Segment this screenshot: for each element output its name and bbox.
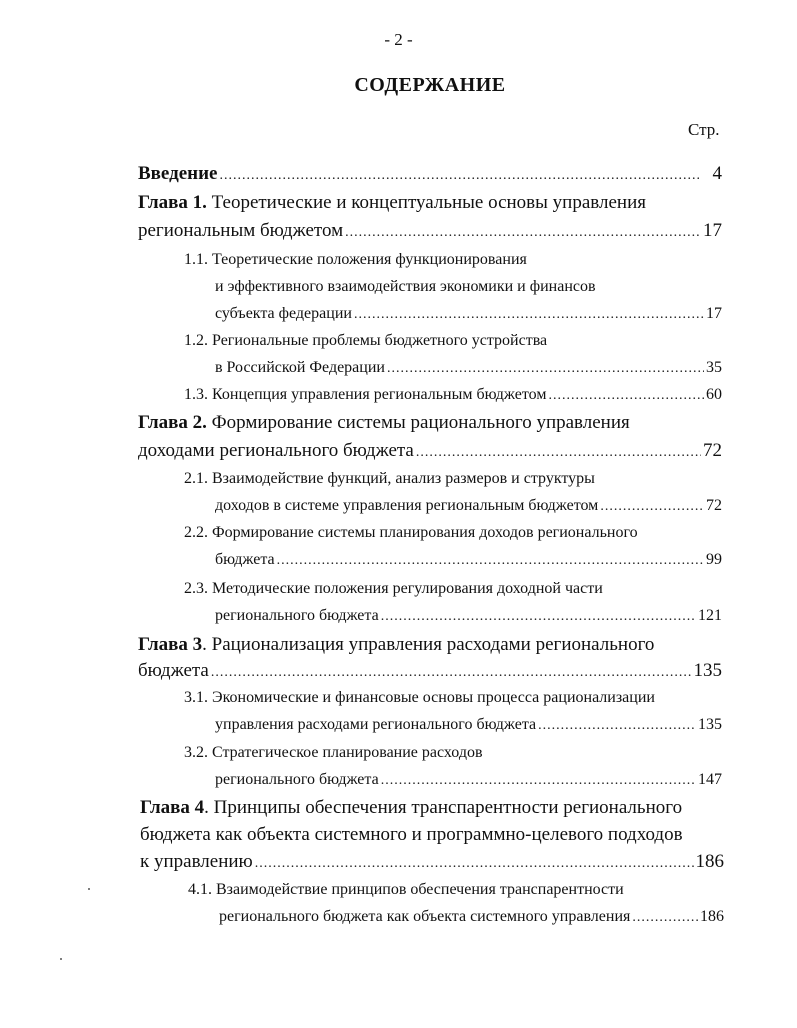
section-2-2 [184, 524, 638, 542]
chapter-3-title-end [138, 660, 722, 682]
section-4-1 [188, 881, 624, 899]
section-2-1-end [215, 497, 722, 515]
section-2-1-page: 72 [706, 497, 722, 514]
section-2-2-page: 99 [706, 551, 722, 568]
section-3-2-page: 147 [698, 771, 722, 788]
chapter-1-title-end [138, 220, 722, 242]
section-1-1-cont [215, 278, 596, 296]
section-1-2 [184, 332, 547, 350]
chapter-1-page: 17 [703, 220, 722, 241]
section-1-2-page: 35 [706, 359, 722, 376]
chapter-2-heading [138, 412, 630, 434]
dot-leader [548, 388, 704, 404]
dot-leader [416, 445, 701, 461]
dot-leader [220, 168, 699, 184]
dot-leader [538, 718, 696, 734]
dot-leader [387, 361, 704, 377]
chapter-3-title-line1: . Рационализация управления расходами регионального [202, 634, 655, 655]
section-3-1-line2: управления расходами регионального бюджета [215, 716, 537, 733]
section-4-1-line1: Взаимодействие принципов обеспечения транспарентности [216, 881, 624, 898]
chapter-2-title-line2: доходами регионального бюджета [138, 440, 414, 461]
section-2-3-number: 2.3. [184, 580, 208, 597]
chapter-4-title-end [140, 851, 724, 873]
chapter-4-title-line2: бюджета как объекта системного и программно-целевого подходов [140, 824, 683, 845]
section-1-2-line1: Региональные проблемы бюджетного устройства [212, 332, 548, 349]
section-1-3-page: 60 [706, 386, 722, 403]
chapter-4-number: Глава 4 [140, 797, 205, 818]
chapter-1-heading [138, 192, 646, 214]
section-2-1-line1: Взаимодействие функций, анализ размеров и структуры [212, 470, 595, 487]
dot-leader [381, 609, 696, 625]
section-1-1-number: 1.1. [184, 251, 208, 268]
dot-leader [632, 910, 698, 926]
dot-leader [345, 225, 701, 241]
chapter-4-title-cont [140, 824, 683, 846]
dot-leader [277, 553, 704, 569]
section-3-2-end [215, 771, 722, 789]
chapter-2-number: Глава 2. [138, 412, 207, 433]
section-4-1-end [219, 908, 724, 926]
section-3-1-number: 3.1. [184, 689, 208, 706]
section-4-1-line2: регионального бюджета как объекта системного управления [219, 908, 631, 925]
intro-label: Введение [138, 163, 218, 184]
section-1-3 [184, 386, 722, 404]
dot-leader [600, 499, 704, 515]
chapter-2-title-end [138, 440, 722, 462]
section-2-1-line2: доходов в системе управления региональным бюджетом [215, 497, 599, 514]
section-3-2-line2: регионального бюджета [215, 771, 379, 788]
section-1-1-end [215, 305, 722, 323]
section-2-3-page: 121 [698, 607, 722, 624]
chapter-3-heading [138, 634, 654, 656]
section-2-3-line1: Методические положения регулирования доходной части [212, 580, 603, 597]
section-4-1-page: 186 [700, 908, 724, 925]
section-2-1-number: 2.1. [184, 470, 208, 487]
section-3-1-line1: Экономические и финансовые основы процесса рационализации [212, 689, 655, 706]
chapter-2-title-line1: Формирование системы рационального управления [211, 412, 630, 433]
scan-speck [60, 958, 62, 960]
section-1-2-line2: в Российской Федерации [215, 359, 385, 376]
section-1-1-line2: и эффективного взаимодействия экономики и финансов [215, 278, 596, 295]
toc-intro [138, 163, 722, 185]
section-1-1 [184, 251, 527, 269]
chapter-1-title-line1: Теоретические и концептуальные основы управления [211, 192, 646, 213]
section-3-2 [184, 744, 483, 762]
chapter-4-page: 186 [695, 851, 724, 872]
dot-leader [211, 665, 692, 681]
section-2-3-line2: регионального бюджета [215, 607, 379, 624]
chapter-4-title-line1: . Принципы обеспечения транспарентности регионального [204, 797, 683, 818]
page-title: СОДЕРЖАНИЕ [354, 74, 506, 96]
section-3-2-number: 3.2. [184, 744, 208, 761]
scan-speck [88, 888, 90, 890]
chapter-4-title-line3: к управлению [140, 851, 253, 872]
chapter-3-title-line2: бюджета [138, 660, 209, 681]
section-2-2-line2: бюджета [215, 551, 275, 568]
section-1-2-number: 1.2. [184, 332, 208, 349]
section-1-1-line3: субъекта федерации [215, 305, 352, 322]
dot-leader [354, 307, 704, 323]
section-1-2-end [215, 359, 722, 377]
section-1-1-page: 17 [706, 305, 722, 322]
chapter-2-page: 72 [703, 440, 722, 461]
section-2-2-number: 2.2. [184, 524, 208, 541]
section-3-2-line1: Стратегическое планирование расходов [212, 744, 483, 761]
chapter-1-title-line2: региональным бюджетом [138, 220, 344, 241]
section-2-2-line1: Формирование системы планирования доходов регионального [212, 524, 638, 541]
section-3-1-end [215, 716, 722, 734]
dot-leader [255, 856, 694, 872]
section-2-3-end [215, 607, 722, 625]
intro-page: 4 [712, 163, 722, 184]
page-number: - 2 - [384, 30, 413, 49]
dot-leader [381, 773, 696, 789]
chapter-4-heading [140, 797, 682, 819]
section-1-3-number: 1.3. [184, 386, 208, 403]
section-1-3-line1: Концепция управления региональным бюджетом [212, 386, 547, 403]
section-2-1 [184, 470, 595, 488]
chapter-3-page: 135 [693, 660, 722, 681]
chapter-1-number: Глава 1. [138, 192, 207, 213]
page-column-label: Стр. [688, 120, 720, 139]
section-2-3 [184, 580, 603, 598]
section-3-1 [184, 689, 655, 707]
section-1-1-line1: Теоретические положения функционирования [212, 251, 527, 268]
section-2-2-end [215, 551, 722, 569]
section-4-1-number: 4.1. [188, 881, 212, 898]
chapter-3-number: Глава 3 [138, 634, 203, 655]
section-3-1-page: 135 [698, 716, 722, 733]
